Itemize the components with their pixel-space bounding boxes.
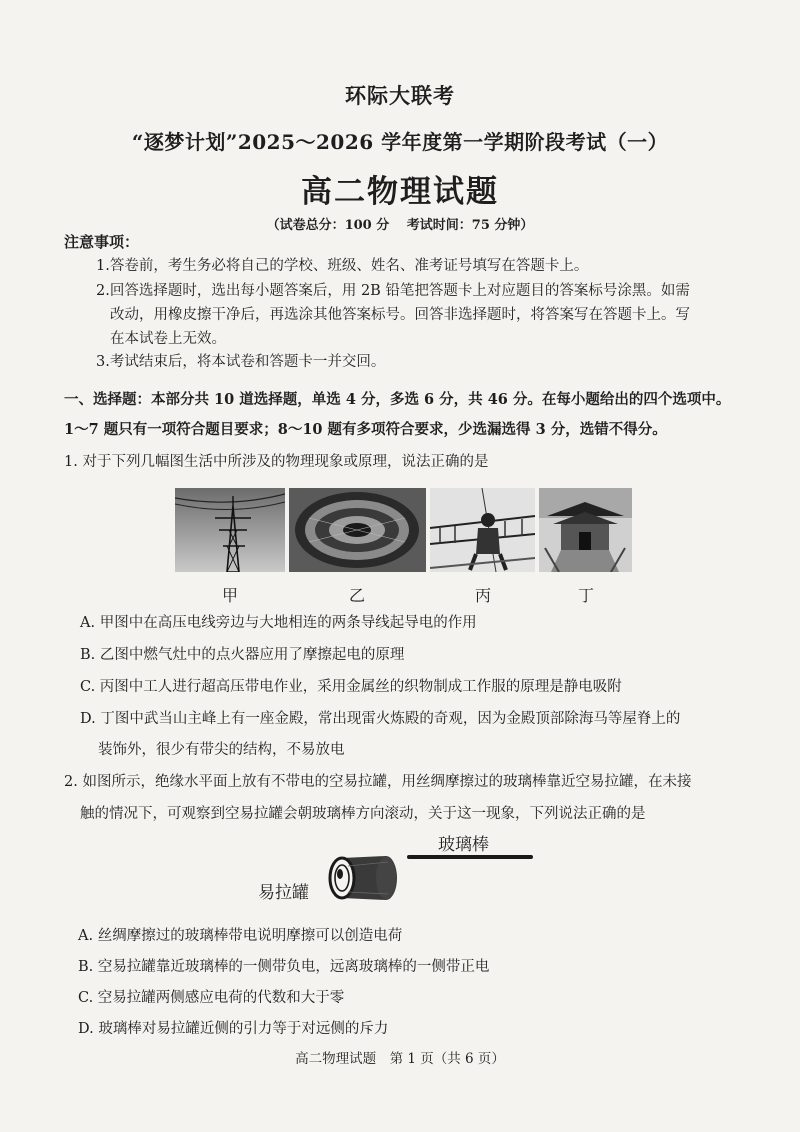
caption-ding: 丁 (577, 586, 594, 605)
q1-stem: 1. 对于下列几幅图生活中所涉及的物理现象或原理，说法正确的是 (64, 454, 489, 470)
can-figure (328, 852, 398, 908)
notice-title: 注意事项： (64, 233, 140, 251)
q2-option-d: D. 玻璃棒对易拉罐近侧的引力等于对远侧的斥力 (78, 1021, 389, 1037)
label-can: 易拉罐 (258, 883, 309, 903)
photo-ding-golden-hall (539, 488, 632, 572)
page-footer: 高二物理试题 第 1 页（共 6 页） (295, 1051, 505, 1067)
q2-stem-line1: 2. 如图所示，绝缘水平面上放有不带电的空易拉罐，用丝绸摩擦过的玻璃棒靠近空易拉罐，在未接 (64, 774, 692, 790)
label-glass-rod: 玻璃棒 (438, 835, 489, 855)
notice-item-3: 3.考试结束后，将本试卷和答题卡一并交回。 (96, 354, 386, 370)
q2-option-a: A. 丝绸摩擦过的玻璃棒带电说明摩擦可以创造电荷 (78, 928, 403, 944)
section-instructions-line1: 一、选择题：本部分共 10 道选择题，单选 4 分，多选 6 分，共 46 分。在每小题给出的四个选项中。 (64, 391, 731, 408)
section-instructions-line2: 1～7 题只有一项符合题目要求；8～10 题有多项符合要求，少选漏选得 3 分，选错不得分。 (64, 421, 667, 438)
q1-option-a: A. 甲图中在高压电线旁边与大地相连的两条导线起导电的作用 (80, 615, 477, 631)
exam-org: 环际大联考 (345, 83, 455, 108)
q2-stem-line2: 触的情况下，可观察到空易拉罐会朝玻璃棒方向滚动，关于这一现象，下列说法正确的是 (80, 806, 646, 822)
photo-bing-worker (430, 488, 535, 572)
subject-title: 高二物理试题 (301, 174, 499, 210)
exam-meta: （试卷总分：100 分 考试时间：75 分钟） (266, 218, 534, 233)
notice-item-2-cont: 改动，用橡皮擦干净后，再选涂其他答案标号。回答非选择题时，将答案写在答题卡上。写 (110, 307, 690, 323)
caption-jia: 甲 (221, 586, 238, 605)
notice-item-2-end: 在本试卷上无效。 (110, 331, 226, 347)
q2-option-b: B. 空易拉罐靠近玻璃棒的一侧带负电，远离玻璃棒的一侧带正电 (78, 959, 490, 975)
exam-title: “逐梦计划”2025～2026 学年度第一学期阶段考试（一） (131, 130, 669, 154)
notice-item-2: 2.回答选择题时，选出每小题答案后，用 2B 铅笔把答题卡上对应题目的答案标号涂黑。如需 (96, 283, 690, 299)
q2-option-c: C. 空易拉罐两侧感应电荷的代数和大于零 (78, 990, 345, 1006)
photo-yi-gas-stove (289, 488, 426, 572)
glass-rod-figure (407, 855, 533, 859)
caption-bing: 丙 (474, 586, 491, 605)
notice-item-1: 1.答卷前，考生务必将自己的学校、班级、姓名、准考证号填写在答题卡上。 (96, 258, 589, 274)
q1-option-b: B. 乙图中燃气灶中的点火器应用了摩擦起电的原理 (80, 647, 405, 663)
q1-option-c: C. 丙图中工人进行超高压带电作业，采用金属丝的织物制成工作服的原理是静电吸附 (80, 679, 622, 695)
caption-yi: 乙 (348, 586, 365, 605)
q1-option-d-cont: 装饰外，很少有带尖的结构，不易放电 (98, 742, 345, 758)
photo-jia-pylon (175, 488, 285, 572)
q1-option-d: D. 丁图中武当山主峰上有一座金殿，常出现雷火炼殿的奇观，因为金殿顶部除海马等屋脊上的 (80, 711, 681, 727)
